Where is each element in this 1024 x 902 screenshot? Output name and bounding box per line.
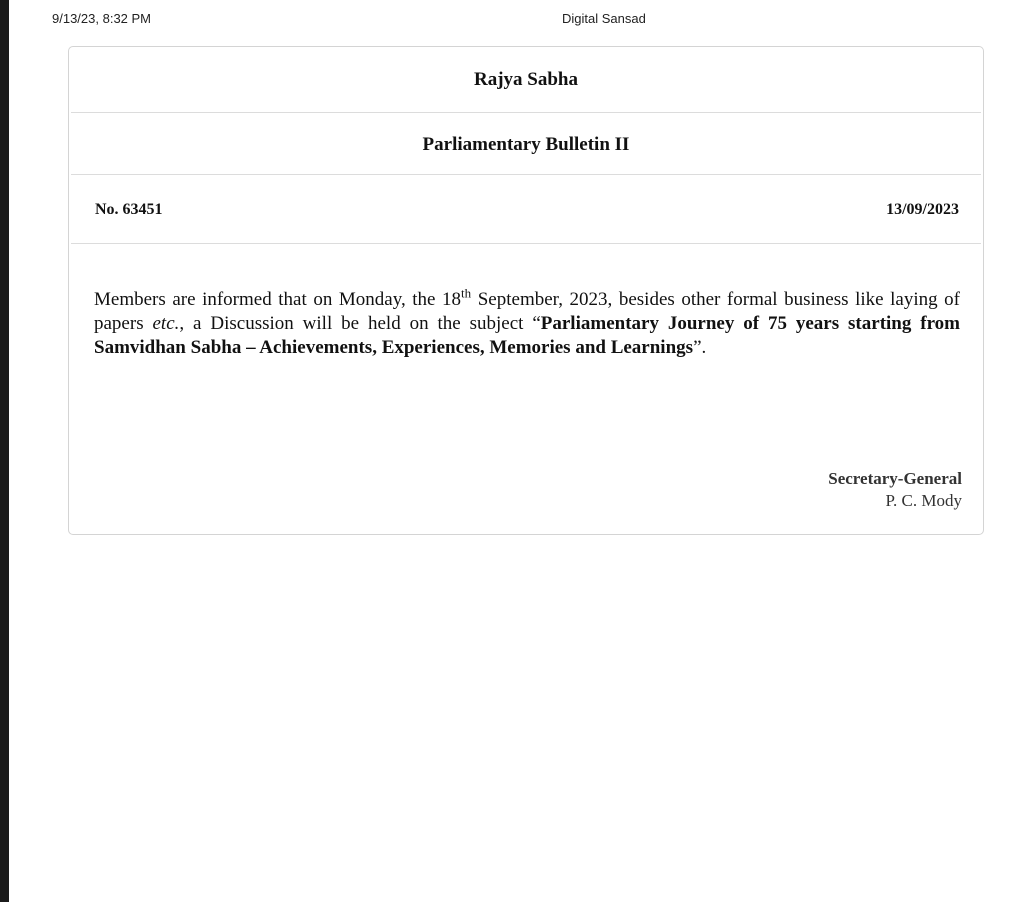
bulletin-card: [68, 46, 984, 535]
house-name: Rajya Sabha: [474, 69, 578, 90]
bulletin-number: No. 63451: [95, 201, 163, 218]
notice-paragraph: [94, 285, 961, 360]
notice-closing-quote: ”.: [693, 337, 707, 358]
bulletin-date: 13/09/2023: [886, 201, 959, 218]
bulletin-title: Parliamentary Bulletin II: [422, 134, 630, 155]
bulletin-meta-row: [71, 174, 981, 244]
house-row: [71, 47, 981, 113]
notice-text-part1: Members are informed that on Monday, the 18: [94, 289, 462, 310]
print-page-title: Digital Sansad: [562, 11, 646, 26]
left-edge-border: [0, 0, 9, 902]
signatory-name: P. C. Mody: [885, 491, 962, 510]
signatory-designation: Secretary-General: [828, 469, 962, 488]
bulletin-title-row: [71, 112, 981, 175]
signature-block: [828, 468, 962, 512]
notice-italic-etc: etc.: [152, 313, 180, 334]
notice-text-part2: September, 2023, besides other formal business like laying of papers: [94, 289, 960, 334]
print-timestamp: 9/13/23, 8:32 PM: [52, 11, 152, 26]
print-header: [0, 11, 1024, 29]
notice-text-part3: , a Discussion will be held on the subject “: [179, 313, 541, 334]
notice-subject: Parliamentary Journey of 75 years starting from Samvidhan Sabha – Achievements, Experiences, Memories and Learnings: [94, 313, 961, 358]
notice-ordinal-suffix: th: [461, 285, 472, 301]
